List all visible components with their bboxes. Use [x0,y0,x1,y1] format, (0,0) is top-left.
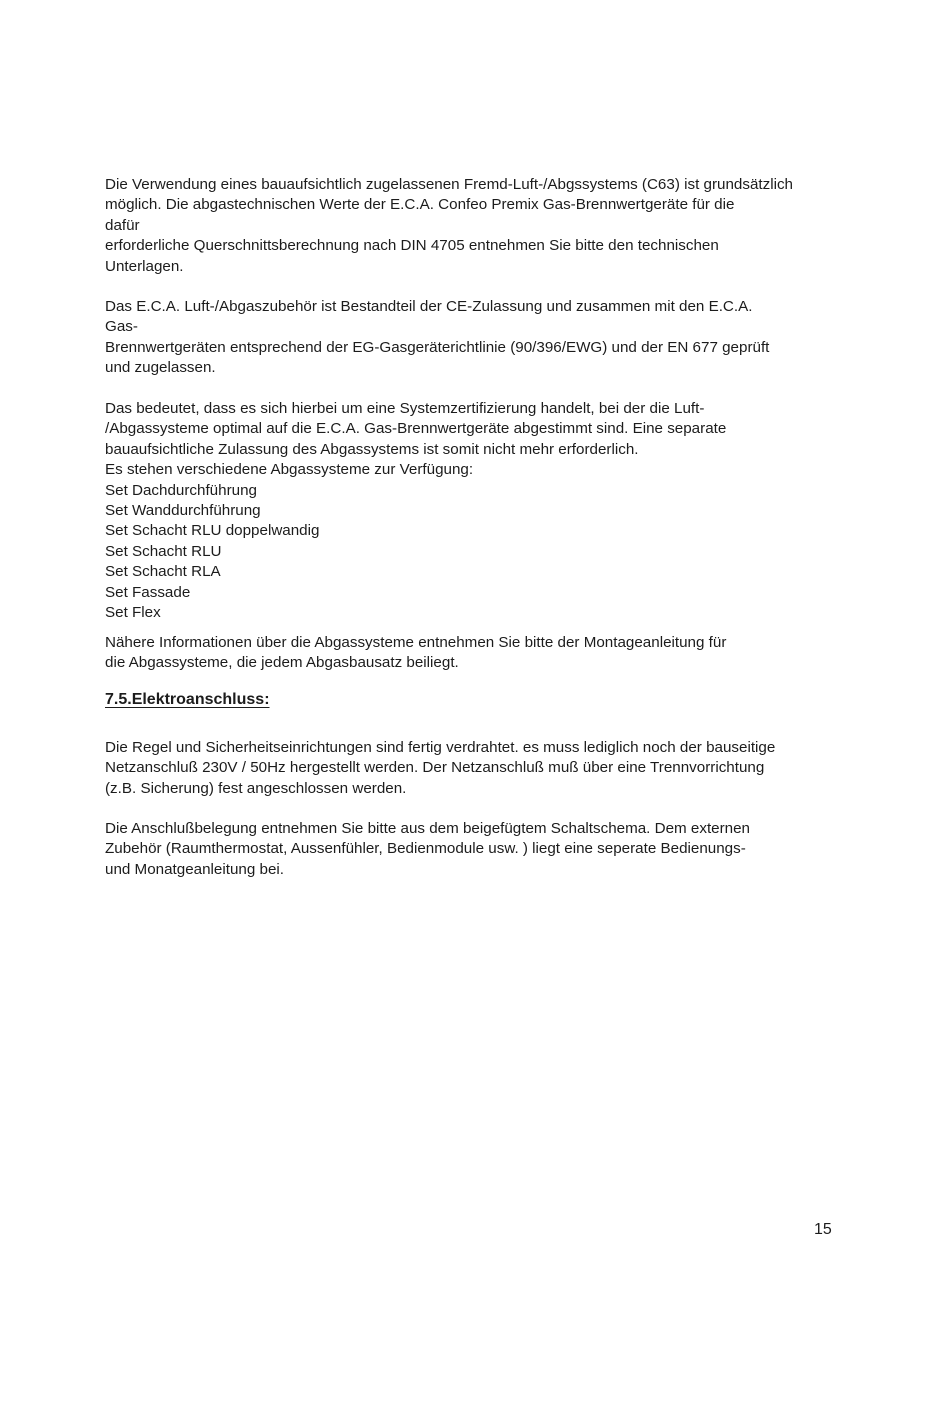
list-item: Set Dachdurchführung [105,481,257,499]
paragraph-more-info [105,633,865,674]
text-line: Das bedeutet, dass es sich hierbei um eine Systemzertifizierung handelt, bei der die Luft- [105,400,705,417]
text-line: Nähere Informationen über die Abgassysteme entnehmen Sie bitte der Montageanleitung für [105,634,727,651]
text-line: Netzanschluß 230V / 50Hz hergestellt werden. Der Netzanschluß muß über eine Trennvorrichtung [105,759,765,777]
paragraph-terminal-assignment [105,819,865,880]
list-item: Set Schacht RLU doppelwandig [105,522,320,540]
text-line: möglich. Die abgastechnischen Werte der E.C.A. Confeo Premix Gas-Brennwertgeräte für die [105,196,735,214]
text-line: erforderliche Querschnittsberechnung nach DIN 4705 entnehmen Sie bitte den technischen [105,237,719,255]
text-line: Die Regel und Sicherheitseinrichtungen sind fertig verdrahtet. es muss lediglich noch der bauseitige [105,739,776,756]
page-number: 15 [814,1221,832,1238]
section-heading: 7.5.Elektroanschluss: [105,691,270,708]
text-line: Die Anschlußbelegung entnehmen Sie bitte aus dem beigefügtem Schaltschema. Dem externen [105,820,751,837]
list-item: Set Flex [105,603,161,621]
text-line: Zubehör (Raumthermostat, Aussenfühler, Bedienmodule usw. ) liegt eine seperate Bedienungs- [105,840,746,858]
list-item: Set Wanddurchführung [105,501,261,519]
text-line: /Abgassysteme optimal auf die E.C.A. Gas-Brennwertgeräte abgestimmt sind. Eine separate [105,420,727,438]
text-line: bauaufsichtliche Zulassung des Abgassystems ist somit nicht mehr erforderlich. [105,440,639,458]
text-line: Es stehen verschiedene Abgassysteme zur Verfügung: [105,461,474,479]
text-line: Brennwertgeräten entsprechend der EG-Gasgeräterichtlinie (90/396/EWG) und der EN 677 geprüft [105,338,770,356]
text-line: die Abgassysteme, die jedem Abgasbausatz beiliegt. [105,654,459,672]
paragraph-ce-approval [105,297,865,379]
paragraph-flue-system-approval [105,175,865,277]
text-line: und zugelassen. [105,359,216,377]
text-line: und Monatgeanleitung bei. [105,860,285,878]
paragraph-system-certification [105,399,865,623]
text-line: Unterlagen. [105,257,184,275]
text-line: (z.B. Sicherung) fest angeschlossen werden. [105,779,407,797]
paragraph-wiring [105,738,865,799]
text-line: dafür [105,216,140,234]
text-line: Gas- [105,318,138,336]
list-item: Set Schacht RLA [105,563,221,581]
text-line: Das E.C.A. Luft-/Abgaszubehör ist Bestandteil der CE-Zulassung und zusammen mit den E.C.A. [105,298,753,315]
list-item: Set Fassade [105,583,191,601]
text-line: Die Verwendung eines bauaufsichtlich zugelassenen Fremd-Luft-/Abgssystems (C63) ist grundsätzlich [105,176,793,193]
list-item: Set Schacht RLU [105,542,222,560]
flue-systems-list [105,481,865,624]
